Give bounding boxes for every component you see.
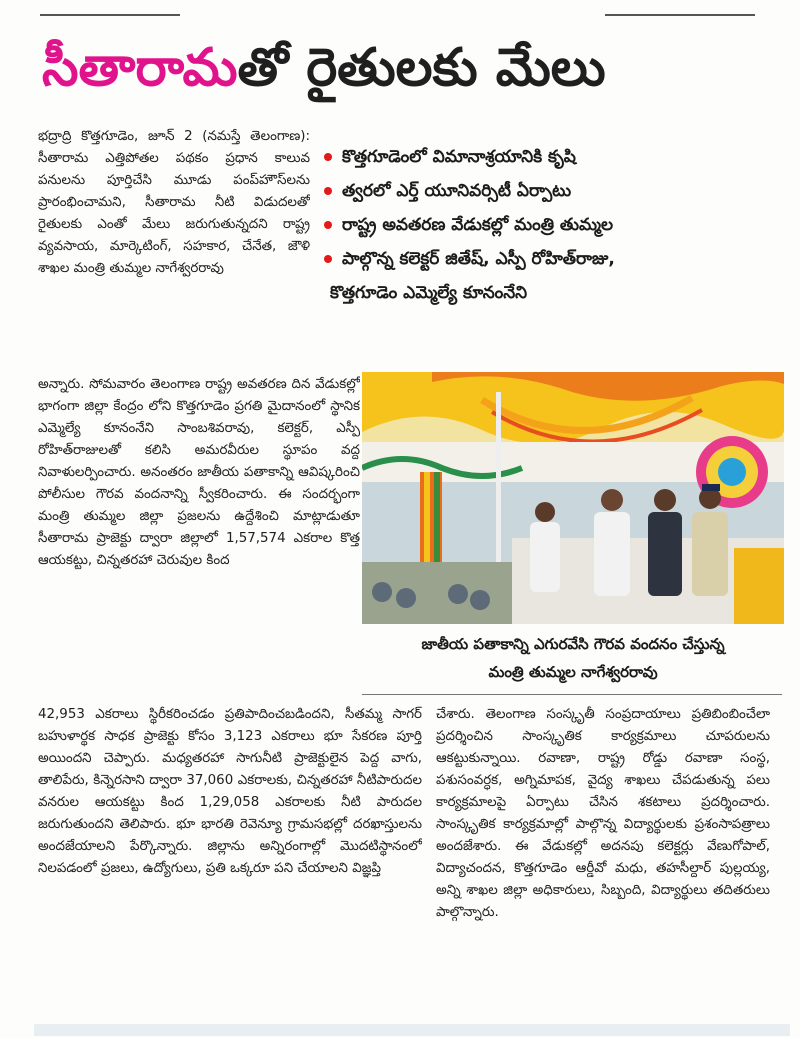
highlight-text: త్వరలో ఎర్త్ యూనివర్సిటీ ఏర్పాటు (342, 181, 572, 201)
bottom-band (34, 1024, 790, 1036)
article-paragraph-4: చేశారు. తెలంగాణ సంస్కృతీ సంప్రదాయాలు ప్రతిబింబించేలా ప్రదర్శించిన సాంస్కృతిక కార్యక్రమాలు చూపరులను ఆకట్టుకున్నాయి. రవాణా, రాష్ట్ర రోడ్డు రవాణా సంస్థ, పశుసంవర్ధక, అగ్నిమాపక, వైద్య శాఖలు చేపడుతున్న పలు కార్యక్రమాలపై ఏర్పాటు చేసిన శకటాలు ప్రదర్శించారు. సాంస్కృతిక కార్యక్రమాల్లో పాల్గొన్న విద్యార్థులకు ప్రశంసాపత్రాలు అందజేశారు. ఈ వేడుకల్లో అదనపు కలెక్టర్లు వేణుగోపాల్, విద్యాచందన, కొత్తగూడెం ఆర్డీవో మధు, తహసీల్దార్ పుల్లయ్య, అన్ని శాఖల జిల్లా అధికారులు, సిబ్బంది, విద్యార్థులు తదితరులు పాల్గొన్నారు. (436, 707, 770, 920)
caption-line-2: మంత్రి తుమ్మల నాగేశ్వరరావు (488, 663, 658, 681)
highlight-item-continuation (322, 276, 780, 310)
photo-illustration (362, 372, 784, 624)
highlight-item (322, 174, 780, 208)
article-paragraph-3: 42,953 ఎకరాలు స్థిరీకరించడం ప్రతిపాదించబడిందని, సీతమ్మ సాగర్ బహుళార్థక సాధక ప్రాజెక్టు కోసం 3,123 ఎకరాలు భూ సేకరణ పూర్తి అయిందని చెప్పారు. మధ్యతరహా సాగునీటి ప్రాజెక్టులైన పెద్ద వాగు, తాలిపేరు, కిన్నెరసాని ద్వారా 37,060 ఎకరాలకు, చిన్నతరహా నీటిపారుదల వనరుల ఆయకట్టు కింద 1,29,058 ఎకరాలకు నీటి పారుదల జరుగుతుందని తెలిపారు. భూ భారతి రెవెన్యూ గ్రామసభల్లో దరఖాస్తులను అందజేయాలని పేర్కొన్నారు. జిల్లాను అన్నిరంగాల్లో మొదటిస్థానంలో నిలపడంలో ప్రజలు, ఉద్యోగులు, ప్రతి ఒక్కరూ పని చేయాలని విజ్ఞప్తి (38, 707, 422, 876)
highlight-text: పాల్గొన్న కలెక్టర్ జితేష్, ఎస్పీ రోహిత్‌రాజు, (342, 249, 615, 269)
caption-divider (362, 694, 782, 695)
article-paragraph-1: భద్రాద్రి కొత్తగూడెం, జూన్ 2 (నమస్తే తెలంగాణ): సీతారామ ఎత్తిపోతల పథకం ప్రధాన కాలువ పనులను పూర్తిచేసి మూడు పంప్‌హౌస్‌లను ప్రారంభించామని, సీతారామ నీటి విడుదలతో రైతులకు ఎంతో మేలు జరుగుతున్నదని రాష్ట్ర వ్యవసాయ, మార్కెటింగ్, సహకార, చేనేత, జౌళి శాఖల మంత్రి తుమ్మల నాగేశ్వరరావు (38, 129, 310, 276)
highlight-item (322, 242, 780, 276)
frame-mark-top-right (605, 14, 755, 16)
bullet-dot-icon (324, 221, 332, 229)
highlight-item (322, 208, 780, 242)
highlights-list (322, 140, 780, 352)
highlight-item (322, 140, 780, 174)
bullet-dot-icon (324, 153, 332, 161)
caption-line-1: జాతీయ పతాకాన్ని ఎగురవేసి గౌరవ వందనం చేస్తున్న (421, 635, 725, 653)
photo-caption (360, 630, 786, 692)
flag-hoisting-photo (362, 372, 784, 624)
headline-rest: తో రైతులకు మేలు (237, 38, 606, 98)
bullet-dot-icon (324, 187, 332, 195)
highlight-text: రాష్ట్ర అవతరణ వేడుకల్లో మంత్రి తుమ్మల (342, 215, 614, 235)
highlight-text: కొత్తగూడెంలో విమానాశ్రయానికి కృషి (342, 147, 576, 167)
headline (42, 22, 762, 114)
highlight-text: కొత్తగూడెం ఎమ్మెల్యే కూనంనేని (330, 283, 528, 303)
article-paragraph-2: అన్నారు. సోమవారం తెలంగాణ రాష్ట్ర అవతరణ దిన వేడుకల్లో భాగంగా జిల్లా కేంద్రం లోని కొత్తగూడెం ప్రగతి మైదానంలో స్థానిక ఎమ్మెల్యే కూనంనేని సాంబశివరావు, కలెక్టర్, ఎస్పీ రోహిత్‌రాజులతో కలిసి అమరవీరుల స్థూపం వద్ద నివాళులర్పించారు. అనంతరం జాతీయ పతాకాన్ని ఆవిష్కరించి పోలీసుల గౌరవ వందనాన్ని స్వీకరించారు. ఈ సందర్భంగా మంత్రి తుమ్మల జిల్లా ప్రజలను ఉద్దేశించి మాట్లాడుతూ సీతారామ ప్రాజెక్టు ద్వారా జిల్లాలో 1,57,574 ఎకరాల కొత్త ఆయకట్టు, చిన్నతరహా చెరువుల కింద (38, 377, 360, 568)
bullet-dot-icon (324, 255, 332, 263)
headline-accent: సీతారామ (42, 38, 238, 98)
frame-mark-top-left (40, 14, 180, 16)
